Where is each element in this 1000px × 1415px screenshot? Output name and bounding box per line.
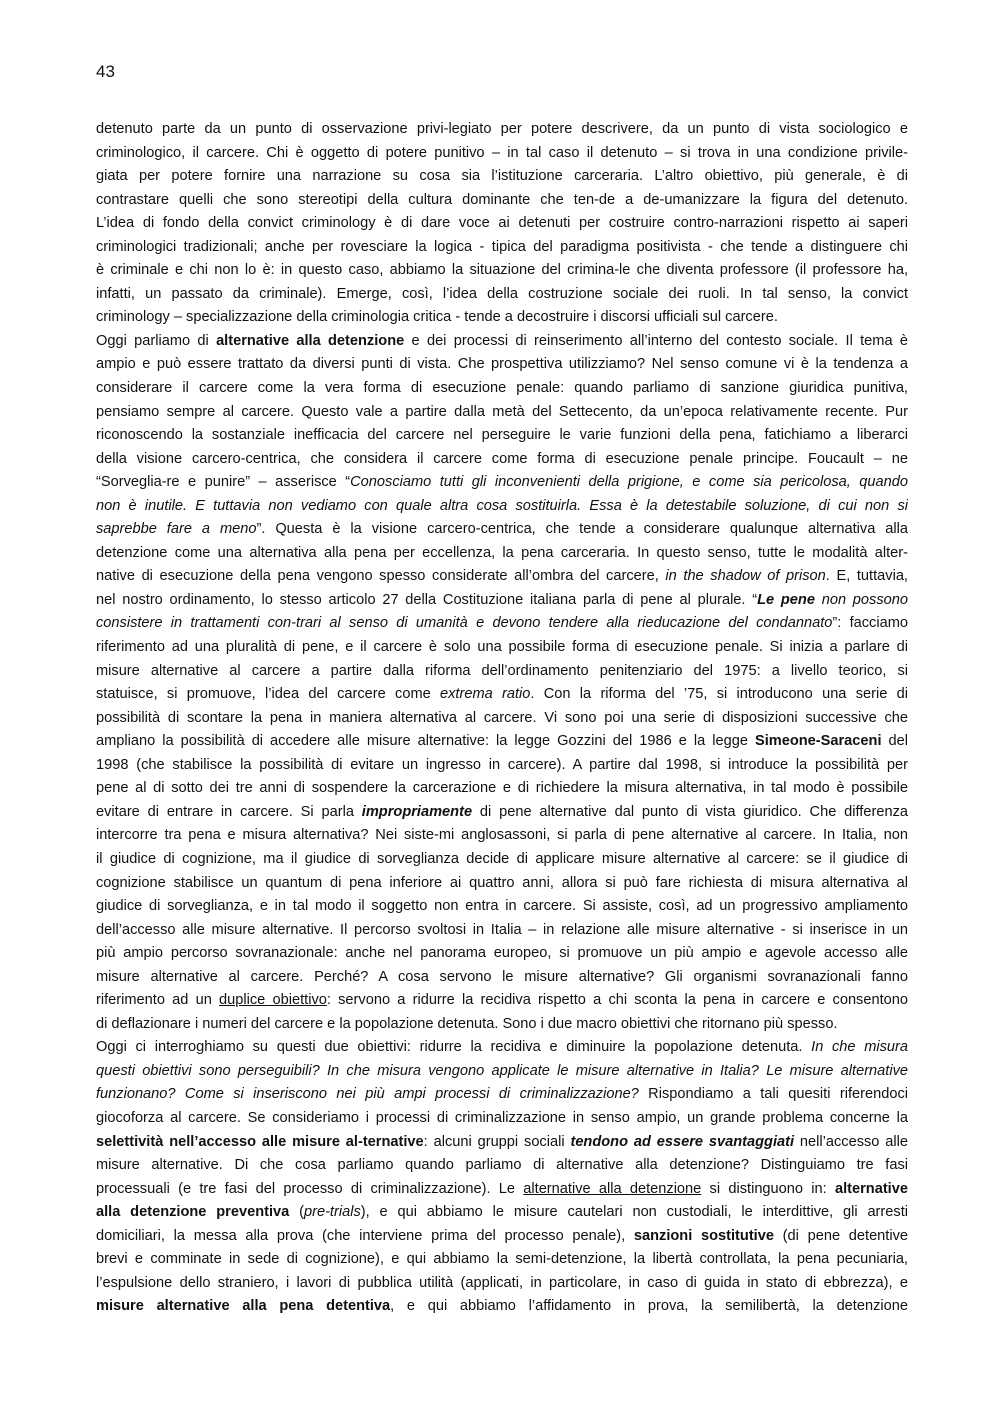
bold-text: tendono ad essere svantaggiati [570,1133,795,1150]
text-line [96,236,908,260]
text-line [96,1131,908,1155]
text-span: e dei processi di reinserimento all’interno del contesto sociale. Il tema è [404,332,908,349]
text-line [96,448,908,472]
text-span: giudice di sorveglianza, e in tal modo il soggetto non entra in carcere. Si assiste, così, ad un progressivo ampliamento [96,898,908,915]
text-line [96,872,908,896]
text-line [96,707,908,731]
text-line [96,683,908,707]
text-span: domiciliari, la messa alla prova (che interviene prima del processo penale), [96,1227,634,1244]
text-line [96,848,908,872]
text-span: ampio e può essere trattato da diversi punti di vista. Che prospettiva utilizziamo? Nel senso comune vi è la tendenza a [96,356,908,373]
text-span: brevi e comminate in sede di cognizione), e qui abbiamo la semi-detenzione, la libertà controllata, la pena pecuniaria, [96,1251,908,1268]
text-span: Oggi ci interroghiamo su questi due obiettivi: ridurre la recidiva e diminuire la popolazione detenuta. [96,1039,812,1056]
text-line [96,824,908,848]
text-span: statuisce, si promuove, l’idea del carcere come [96,686,441,703]
text-span: Rispondiamo a tali quesiti riferendoci [638,1086,908,1103]
text-span: criminologici tradizionali; anche per rovesciare la logica - tipica del paradigma positivista - che tende a distinguere chi [96,238,908,255]
text-line [96,495,908,519]
text-line [96,377,908,401]
text-span: intercorre tra pena e misura alternativa? Nei siste-mi anglosassoni, si parla di pene alternative al carcere. In Italia, non [96,827,908,844]
text-span: dell’accesso alle misure alternative. Il percorso svoltosi in Italia – in relazione alle misure alternative - si inserisce in un [96,921,908,938]
text-span: ( [289,1204,304,1221]
text-span: è criminale e chi non lo è: in questo caso, abbiamo la situazione del crimina-le che diventa professore (il professore ha, [96,262,908,279]
text-span: riferimento ad un [96,992,220,1009]
italic-text: saprebbe fare a meno [96,521,257,538]
page-number: 43 [96,62,115,81]
text-line [96,660,908,684]
text-line [96,283,908,307]
underlined-text: duplice obiettivo [219,992,327,1009]
text-line [96,942,908,966]
text-span: 1998 (che stabilisce la possibilità di evitare un ingresso in carcere). A partire dal 1998, si introduce la possibilità per [96,756,908,773]
text-span: giocoforza al carcere. Se consideriamo i processi di criminalizzazione in senso ampio, un grande problema concerne la [96,1109,908,1126]
text-span: native di esecuzione della pena vengono spesso considerate all’ombra del carcere, [96,568,666,585]
text-line [96,259,908,283]
bold-text: misure alternative alla pena detentiva [96,1298,391,1315]
text-span: detenuto parte da un punto di osservazione privi-legiato per potere descrivere, da un punto di vista sociologico e [96,121,908,137]
text-line [96,1013,908,1037]
text-line [96,777,908,801]
text-span: misure alternative al carcere a partire dalla riforma dell’ordinamento penitenziario del 1975: a livello teorico, si [96,662,908,679]
text-line [96,212,908,236]
text-line [96,1295,908,1319]
text-span: : servono a ridurre la recidiva rispetto a chi sconta la pena in carcere e consentono [326,992,908,1009]
text-span: Oggi parliamo di [96,332,217,349]
text-line [96,1248,908,1272]
text-line [96,1272,908,1296]
text-span: criminology – specializzazione della criminologia critica - tende a decostruire i discorsi ufficiali sul carcere. [96,309,778,326]
text-span: “Sorveglia-re e punire” – asserisce “ [96,474,351,491]
text-span: evitare di entrare in carcere. Si parla [96,803,362,820]
text-span: della visione carcero-centrica, che considera il carcere come forma di esecuzione penale principe. Foucault – ne [96,450,908,467]
text-span: giata per potere fornire una narrazione su cosa sia l’istituzione carceraria. L’altro obiettivo, più generale, è di [96,168,908,185]
text-span: di pene alternative dal punto di vista giuridico. Che differenza [472,803,908,820]
text-line [96,989,908,1013]
text-span: : alcuni gruppi sociali [423,1133,571,1150]
text-line [96,730,908,754]
text-span: criminologico, il carcere. Chi è oggetto di potere punitivo – in tal caso il detenuto – si trova in una condizione privile- [96,144,908,161]
text-span: contrastare quelli che sono stereotipi della cultura dominante che ten-de a de-umanizzare la figura del detenuto. [96,191,908,208]
text-span: possibilità di scontare la pena in maniera alternativa al carcere. Vi sono poi una serie di disposizioni successive che [96,709,908,726]
text-line [96,542,908,566]
text-line [96,1107,908,1131]
bold-text: alternative [834,1180,908,1197]
text-line [96,895,908,919]
text-span: ”. Questa è la visione carcero-centrica, che tende a considerare qualunque alternativa alla [256,521,908,538]
text-line [96,189,908,213]
italic-text: non possono [814,591,908,608]
text-line [96,919,908,943]
underlined-text: alternative alla detenzione [523,1180,702,1197]
text-line [96,589,908,613]
text-span: processuali (e tre fasi del processo di criminalizzazione). Le [96,1180,524,1197]
text-line [96,330,908,354]
text-span: L’idea di fondo della convict criminology è di dare voce ai detenuti per costruire contro-narrazioni rispetto ai saperi [96,215,908,232]
text-line [96,142,908,166]
text-span: pensiamo sempre al carcere. Questo vale a partire dalla metà del Settecento, da un’epoca relativamente recente. Pur [96,403,908,420]
italic-text: pre-trials [303,1204,361,1221]
text-span: ampliano la possibilità di accedere alle misure alternative: la legge Gozzini del 1986 e la legge [96,733,755,750]
text-span: , e qui abbiamo l’affidamento in prova, la semilibertà, la detenzione [390,1298,908,1315]
text-span: riconoscendo la sostanziale inefficacia del carcere nel perseguire le varie funzioni della pena, fatichiamo a liberarci [96,427,908,444]
text-line [96,424,908,448]
text-line [96,1060,908,1084]
body-paragraph [96,118,908,1319]
text-span: più ampio percorso sovranazionale: anche nel panorama europeo, si promuove un più ampio e agevole accesso alle [96,945,908,962]
bold-text: alla detenzione preventiva [96,1204,290,1221]
italic-text: funzionano? Come si inseriscono nei più ampi processi di criminalizzazione? [96,1086,639,1103]
text-span: riferimento ad una pluralità di pene, e il carcere è solo una possibile forma di esecuzione penale. Si inizia a parlare di [96,639,908,656]
text-span: ”: facciamo [832,615,908,632]
bold-text: alternative alla detenzione [216,332,405,349]
text-line [96,1201,908,1225]
italic-text: Conosciamo tutti gli inconvenienti della prigione, e come sia pericolosa, quando [350,474,908,491]
text-span: l’espulsione dello straniero, i lavori di pubblica utilità (applicati, in particolare, in caso di guida in stato di ebbrezza), e [96,1274,908,1291]
text-span: considerare il carcere come la vera forma di esecuzione penale: quando parliamo di sanzione giuridica punitiva, [96,380,908,397]
italic-text: non è inutile. E tuttavia non vediamo con quale altra cosa sostituirla. Essa è la detestabile soluzione, di cui non si [96,497,908,514]
text-span: misure alternative al carcere. Perché? A cosa servono le misure alternative? Gli organismi sovranazionali fanno [96,968,908,985]
text-line [96,1036,908,1060]
text-line [96,754,908,778]
text-line [96,636,908,660]
bold-text: impropriamente [361,803,473,820]
text-span: . E, tuttavia, [825,568,908,585]
bold-text: selettività nell’accesso alle misure al-ternative [96,1133,424,1150]
text-span: misure alternative. Di che cosa parliamo quando parliamo di alternative alla detenzione? Distinguiamo tre fasi [96,1157,908,1174]
text-span: il giudice di cognizione, ma il giudice di sorveglianza decide di applicare misure alternative al carcere: se il giudice di [96,850,908,867]
text-line [96,1225,908,1249]
text-span: detenzione come una alternativa alla pena per eccellenza, la pena carceraria. In questo senso, tutte le modalità alter- [96,544,908,561]
text-span: nell’accesso alle [794,1133,908,1150]
text-line [96,165,908,189]
text-span: cognizione stabilisce un quantum di pena inferiore ai quattro anni, allora si può fare richiesta di misura alternativa al [96,874,908,891]
bold-text: Le pene [757,591,815,608]
text-span: ), e qui abbiamo le misure cautelari non custodiali, le interdittive, gli arresti [360,1204,908,1221]
text-line [96,1083,908,1107]
text-span: si distinguono in: [701,1180,835,1197]
bold-text: sanzioni sostitutive [633,1227,774,1244]
text-line [96,565,908,589]
text-line [96,1154,908,1178]
text-span: infatti, un passato da criminale). Emerge, così, l’idea della costruzione sociale dei ruoli. In tal senso, la convict [96,285,908,302]
text-line [96,612,908,636]
text-line [96,353,908,377]
text-line [96,518,908,542]
italic-text: in the shadow of prison [665,568,826,585]
italic-text: In che misura [811,1039,908,1056]
bold-text: Simeone-Saraceni [754,733,882,750]
italic-text: questi obiettivi sono perseguibili? In che misura vengono applicate le misure alternative in Italia? Le misure alternative [96,1062,908,1079]
text-line [96,966,908,990]
text-span: (di pene detentive [773,1227,908,1244]
text-line [96,1178,908,1202]
italic-text: extrema ratio [440,686,531,703]
text-line [96,471,908,495]
italic-text: consistere in trattamenti con-trari al senso di umanità e devono tendere alla rieducazione del condannato [96,615,833,632]
text-line [96,401,908,425]
text-line [96,306,908,330]
text-span: di deflazionare i numeri del carcere e la popolazione detenuta. Sono i due macro obiettivi che ritornano più spesso. [96,1015,838,1032]
text-span: nel nostro ordinamento, lo stesso articolo 27 della Costituzione italiana parla di pene al plurale. “ [96,591,758,608]
text-span: . Con la riforma del ’75, si introducono una serie di [530,686,908,703]
text-line [96,801,908,825]
text-span: pene al di sotto dei tre anni di sospendere la carcerazione e di richiedere la misura alternativa, in tal modo è possibile [96,780,908,797]
text-line [96,118,908,142]
text-span: del [881,733,908,750]
